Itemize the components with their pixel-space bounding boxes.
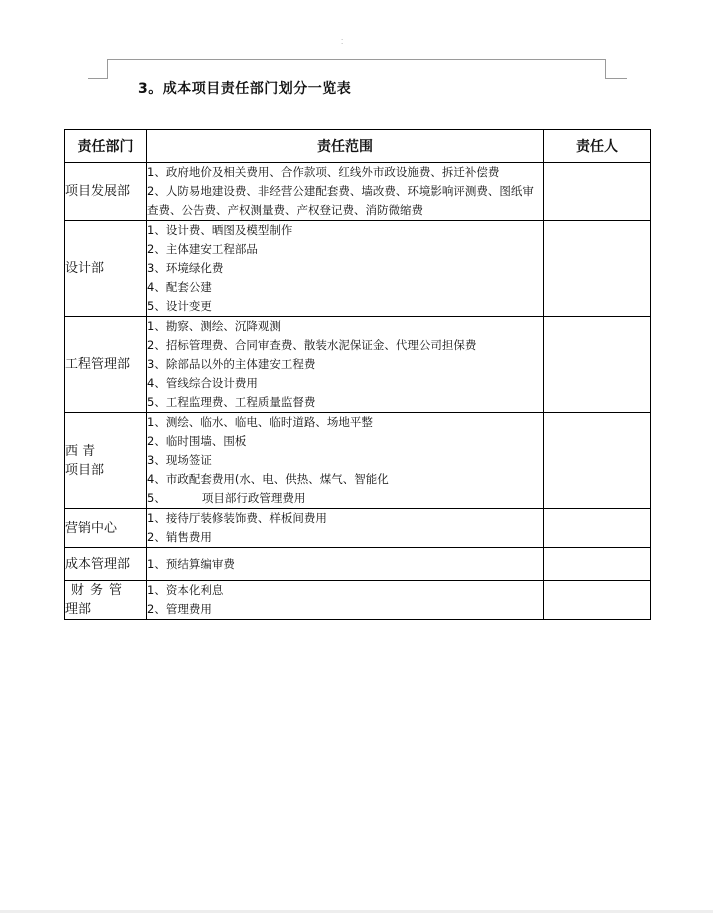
document-title: 3。成本项目责任部门划分一览表 (138, 81, 352, 97)
header-corner-left-tick (88, 78, 108, 79)
department-cell: 工程管理部 (65, 317, 147, 413)
scope-cell (147, 581, 544, 620)
department-cell: 成本管理部 (65, 548, 147, 581)
table-row (65, 317, 651, 413)
table-row (65, 509, 651, 548)
scope-item: 4、管线综合设计费用 (147, 376, 258, 390)
header-corner-right (605, 59, 606, 78)
scope-item: 3、除部品以外的主体建安工程费 (147, 357, 316, 371)
table-header-row (65, 130, 651, 163)
scope-cell (147, 509, 544, 548)
header-corner-left (107, 59, 108, 78)
scope-item: 1、勘察、测绘、沉降观测 (147, 319, 281, 333)
person-cell[interactable] (544, 163, 651, 221)
scope-item: 3、环境绿化费 (147, 261, 224, 275)
scope-item: 1、测绘、临水、临电、临时道路、场地平整 (147, 415, 373, 429)
scope-item: 2、管理费用 (147, 602, 212, 616)
header-person: 责任人 (544, 130, 651, 163)
scope-item: 2、主体建安工程部品 (147, 242, 258, 256)
scope-cell (147, 317, 544, 413)
table-row (65, 221, 651, 317)
header-department: 责任部门 (65, 130, 147, 163)
department-cell: 项目发展部 (65, 163, 147, 221)
scope-item: 1、设计费、晒图及模型制作 (147, 223, 293, 237)
department-cell: 设计部 (65, 221, 147, 317)
department-line: 财务管 (71, 583, 129, 598)
person-cell[interactable] (544, 548, 651, 581)
scope-item: 5、工程监理费、工程质量监督费 (147, 395, 316, 409)
scope-item: 4、市政配套费用(水、电、供热、煤气、智能化 (147, 472, 389, 486)
department-line: 西 青 (65, 443, 96, 459)
person-cell[interactable] (544, 317, 651, 413)
scope-item (147, 489, 543, 508)
header-corner-right-tick (605, 78, 627, 79)
scope-cell (147, 221, 544, 317)
person-cell[interactable] (544, 509, 651, 548)
department-line: 理部 (65, 602, 92, 617)
scope-item: 1、接待厅装修装饰费、样板间费用 (147, 511, 327, 525)
table-row (65, 413, 651, 509)
person-cell[interactable] (544, 413, 651, 509)
scope-item: 2、人防易地建设费、非经营公建配套费、墙改费、环境影响评测费、图纸审查费、公告费、产权测量费、产权登记费、消防微缩费 (147, 184, 534, 217)
scope-item: 1、预结算编审费 (147, 556, 235, 571)
scope-item: 5、设计变更 (147, 299, 212, 313)
person-cell[interactable] (544, 221, 651, 317)
header-scope: 责任范围 (147, 130, 544, 163)
department-cell (65, 413, 147, 509)
person-cell[interactable] (544, 581, 651, 620)
table-row (65, 548, 651, 581)
scope-item: 4、配套公建 (147, 280, 212, 294)
header-mark: ⁚ (341, 38, 344, 46)
scope-item: 3、现场签证 (147, 453, 212, 467)
scope-item-text: 项目部行政管理费用 (201, 491, 306, 505)
scope-cell (147, 413, 544, 509)
scope-item: 2、销售费用 (147, 530, 212, 544)
department-cell: 营销中心 (65, 509, 147, 548)
responsibility-table (64, 129, 651, 620)
scope-item: 1、政府地价及相关费用、合作款项、红线外市政设施费、拆迁补偿费 (147, 165, 500, 179)
scope-item: 1、资本化利息 (147, 583, 224, 597)
scope-item: 2、临时围墙、围板 (147, 434, 247, 448)
department-line: 项目部 (65, 462, 105, 478)
scope-item-number: 5、 (147, 491, 166, 505)
header-margin-line (107, 59, 606, 60)
table-row (65, 581, 651, 620)
department-cell (65, 581, 147, 620)
scope-item: 2、招标管理费、合同审查费、散装水泥保证金、代理公司担保费 (147, 338, 477, 352)
table-row (65, 163, 651, 221)
scope-cell (147, 163, 544, 221)
scope-cell (147, 548, 544, 581)
